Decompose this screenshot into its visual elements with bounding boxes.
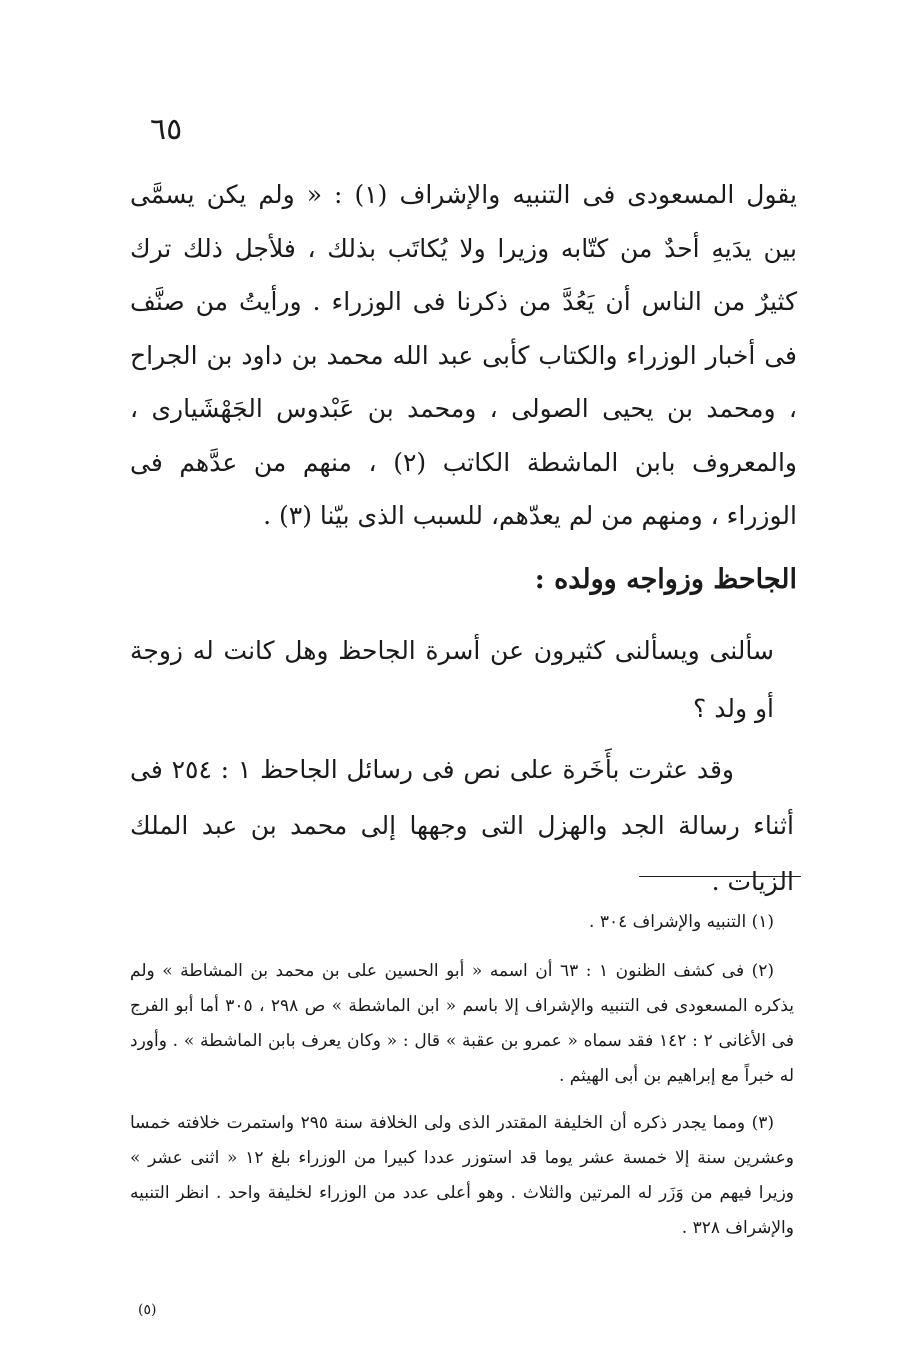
question-paragraph: سألنى ويسألنى كثيرون عن أسرة الجاحظ وهل كانت له زوجة أو ولد ؟: [130, 636, 774, 723]
footnote-3: (٣) ومما يجدر ذكره أن الخليفة المقتدر الذى ولى الخلافة سنة ٢٩٥ واستمرت خلافته خمسا وعشرين سنة إلا خمسة عشر يوما قد استوزر عددا كبيرا من الوزراء بلغ ١٢ « اثنى عشر » وزيرا فيهم من وَزَر له المرتين والثلاث . وهو أعلى عدد من الوزراء لخليفة واحد . انظر التنبيه والإشراف ٣٢٨ .: [130, 1113, 794, 1238]
letter-paragraph: وقد عثرت بأَخَرة على نص فى رسائل الجاحظ ١ : ٢٥٤ فى أثناء رسالة الجد والهزل التى وجهها إلى محمد بن عبد الملك الزيات .: [130, 755, 794, 896]
footnote-2: (٢) فى كشف الظنون ١ : ٦٣ أن اسمه « أبو الحسين على بن محمد بن المشاطة » ولم يذكره المسعودى فى التنبيه والإشراف إلا باسم « ابن الماشطة » ص ٢٩٨ ، ٣٠٥ أما أبو الفرج فى الأغانى ٢ : ١٤٢ فقد سماه « عمرو بن عقبة » قال : « وكان يعرف بابن الماشطة » . وأورد له خبراً مع إبراهيم بن أبى الهيثم .: [130, 961, 794, 1086]
page-number: ٦٥: [150, 112, 183, 147]
section-heading: الجاحظ وزواجه وولده :: [534, 564, 797, 595]
footnote-divider: [639, 876, 801, 877]
main-paragraph: يقول المسعودى فى التنبيه والإشراف (١) : « ولم يكن يسمَّى بين يدَيهِ أحدٌ من كتّابه وزيرا ولا يُكاتَب بذلك ، فلأجل ذلك ترك كثيرٌ من الناس أن يَعُدَّ من ذكرنا فى الوزراء . ورأيتُ من صنَّف فى أخبار الوزراء والكتاب كأبى عبد الله محمد بن داود بن الجراح ، ومحمد بن يحيى الصولى ، ومحمد بن عَبْدوس الجَهْشَيارى ، والمعروف بابن الماشطة الكاتب (٢) ، منهم من عدَّهم فى الوزراء ، ومنهم من لم يعدّهم، للسبب الذى بيّنا (٣) .: [130, 180, 797, 530]
footnote-1: (١) التنبيه والإشراف ٣٠٤ .: [589, 912, 774, 932]
signature-mark: (٥): [138, 1302, 157, 1318]
